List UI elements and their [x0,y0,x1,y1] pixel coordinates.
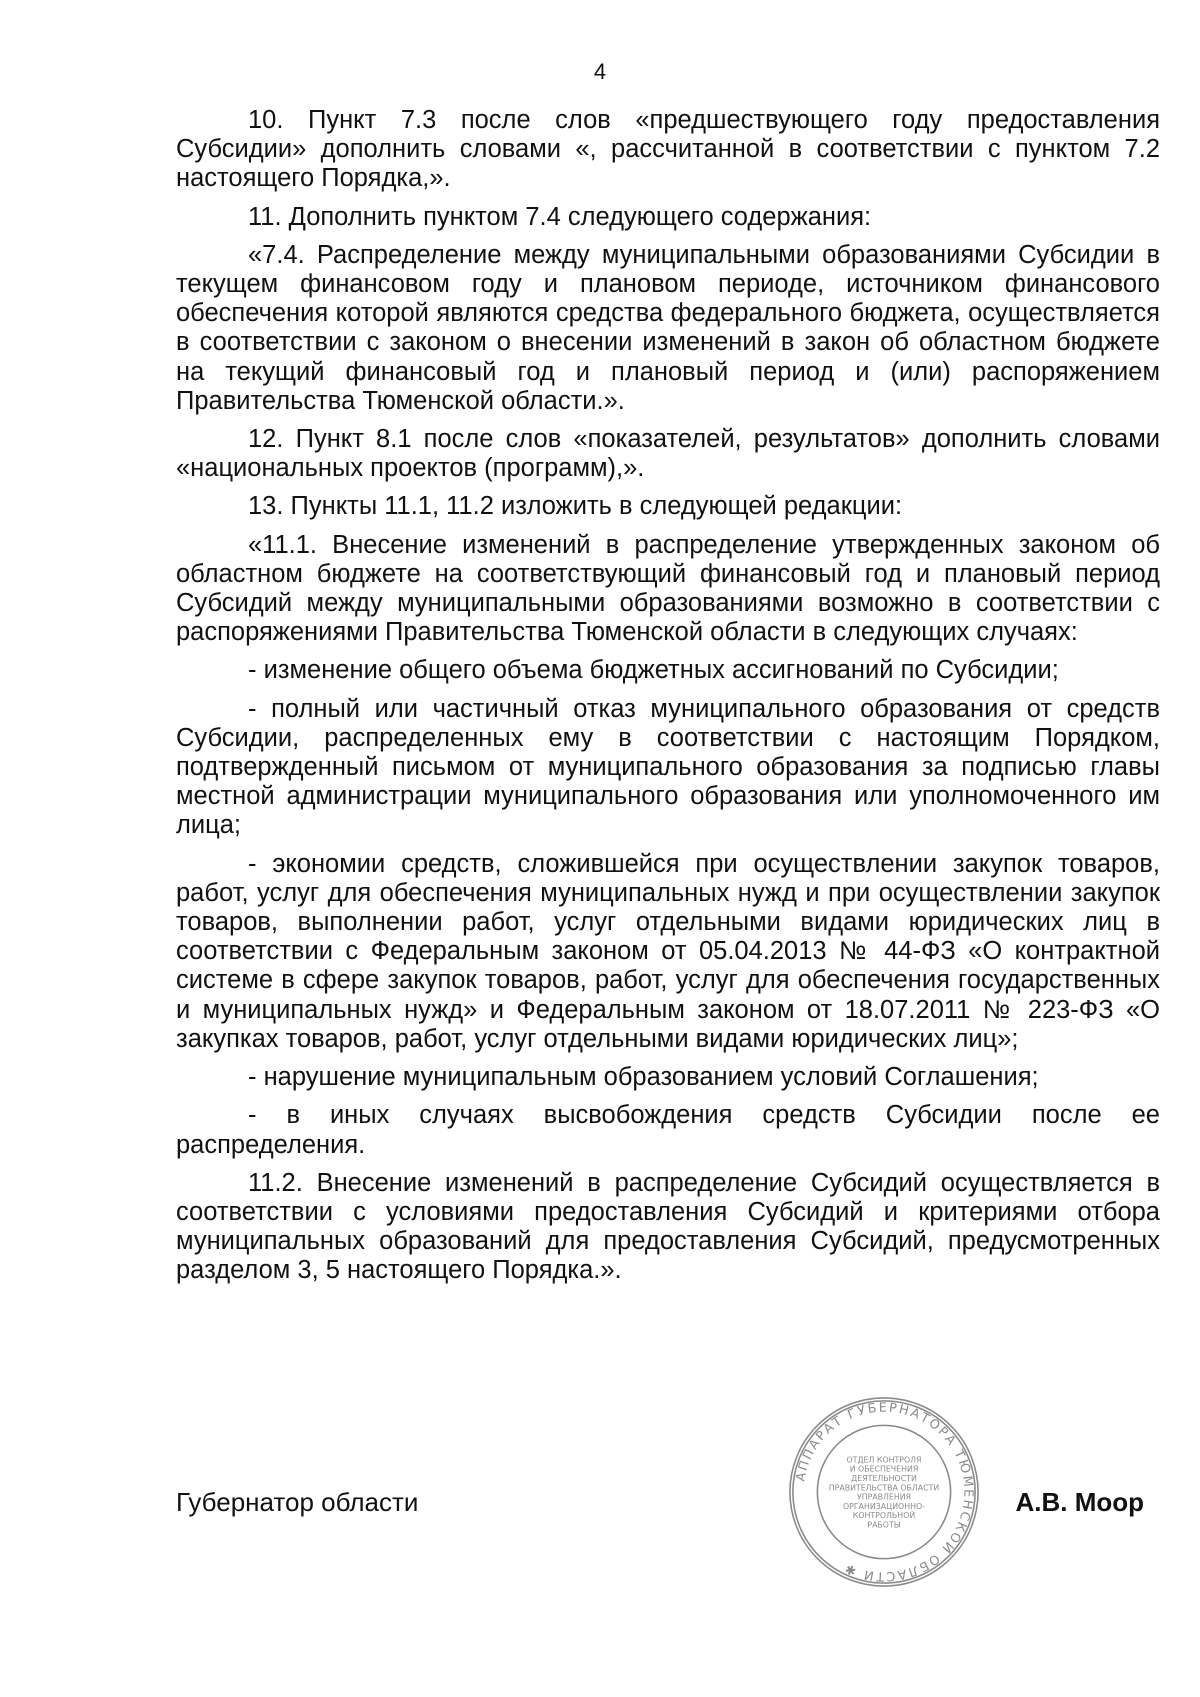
paragraph-10: 10. Пункт 7.3 после слов «предшествующего году предоставления Субсидии» дополнить словами «, рассчитанной в соответствии с пунктом 7.2 настоящего Порядка,». [176,106,1160,193]
svg-text:И ОБЕСПЕЧЕНИЯ: И ОБЕСПЕЧЕНИЯ [849,1464,919,1474]
seal-stamp-icon [786,1394,982,1590]
svg-text:ОРГАНИЗАЦИОННО-: ОРГАНИЗАЦИОННО- [843,1501,925,1511]
paragraph-12: 12. Пункт 8.1 после слов «показателей, результатов» дополнить словами «национальных проектов (программ),». [176,425,1160,483]
svg-text:ОТДЕЛ КОНТРОЛЯ: ОТДЕЛ КОНТРОЛЯ [846,1455,922,1465]
signature-name: А.В. Моор [1015,1487,1144,1517]
paragraph-7-4: «7.4. Распределение между муниципальными образованиями Субсидии в текущем финансовом году и плановом периоде, источником финансового обеспечения которой являются средства федерального бюджета, осуществляется в соответствии с законом о внесении изменений в закон об областном бюджете на текущий финансовый год и плановый период и (или) распоряжением Правительства Тюменской области.». [176,240,1160,415]
svg-text:ДЕЯТЕЛЬНОСТИ: ДЕЯТЕЛЬНОСТИ [851,1473,917,1483]
svg-text:КОНТРОЛЬНОЙ: КОНТРОЛЬНОЙ [852,1511,916,1521]
svg-text:РАБОТЫ: РАБОТЫ [867,1520,901,1530]
paragraph-11-1: «11.1. Внесение изменений в распределение утвержденных законом об областном бюджете на соответствующий финансовый год и плановый период Субсидий между муниципальными образованиями возможно в соответствии с распоряжениями Правительства Тюменской области в следующих случаях: [176,530,1160,647]
list-item-other-cases: - в иных случаях высвобождения средств Субсидии после ее распределения. [176,1101,1160,1159]
list-item-refusal: - полный или частичный отказ муниципального образования от средств Субсидии, распределенных ему в соответствии с настоящим Порядком, подтвержденный письмом от муниципального образования за подписью главы местной администрации муниципального образования или уполномоченного им лица; [176,694,1160,840]
list-item-budget-change: - изменение общего объема бюджетных ассигнований по Субсидии; [248,656,1059,685]
svg-text:УПРАВЛЕНИЯ: УПРАВЛЕНИЯ [856,1492,912,1502]
list-item-violation: - нарушение муниципальным образованием условий Соглашения; [248,1063,1039,1092]
paragraph-11: 11. Дополнить пунктом 7.4 следующего содержания: [248,202,872,231]
svg-text:ПРАВИТЕЛЬСТВА ОБЛАСТИ: ПРАВИТЕЛЬСТВА ОБЛАСТИ [828,1483,940,1493]
document-body [176,106,1160,1295]
signature-position: Губернатор области [176,1487,419,1517]
official-seal [786,1394,982,1590]
paragraph-13: 13. Пункты 11.1, 11.2 изложить в следующей редакции: [248,492,903,521]
page-number: 4 [593,59,607,84]
paragraph-11-2: 11.2. Внесение изменений в распределение Субсидий осуществляется в соответствии с условиями предоставления Субсидий и критериями отбора муниципальных образований для предоставления Субсидий, предусмотренных разделом 3, 5 настоящего Порядка.». [176,1168,1160,1285]
svg-text:АППАРАТ ГУБЕРНАТОРА ТЮМЕНСКОЙ: АППАРАТ ГУБЕРНАТОРА ТЮМЕНСКОЙ ОБЛАСТИ ✱ [793,1400,976,1584]
list-item-savings: - экономии средств, сложившейся при осуществлении закупок товаров, работ, услуг для обеспечения муниципальных нужд и при осуществлении закупок товаров, выполнении работ, услуг отдельными видами юридических лиц в соответствии с Федеральным законом от 05.04.2013 № 44-ФЗ «О контрактной системе в сфере закупок товаров, работ, услуг для обеспечения государственных и муниципальных нужд» и Федеральным законом от 18.07.2011 № 223-ФЗ «О закупках товаров, работ, услуг отдельными видами юридических лиц»; [176,849,1160,1053]
